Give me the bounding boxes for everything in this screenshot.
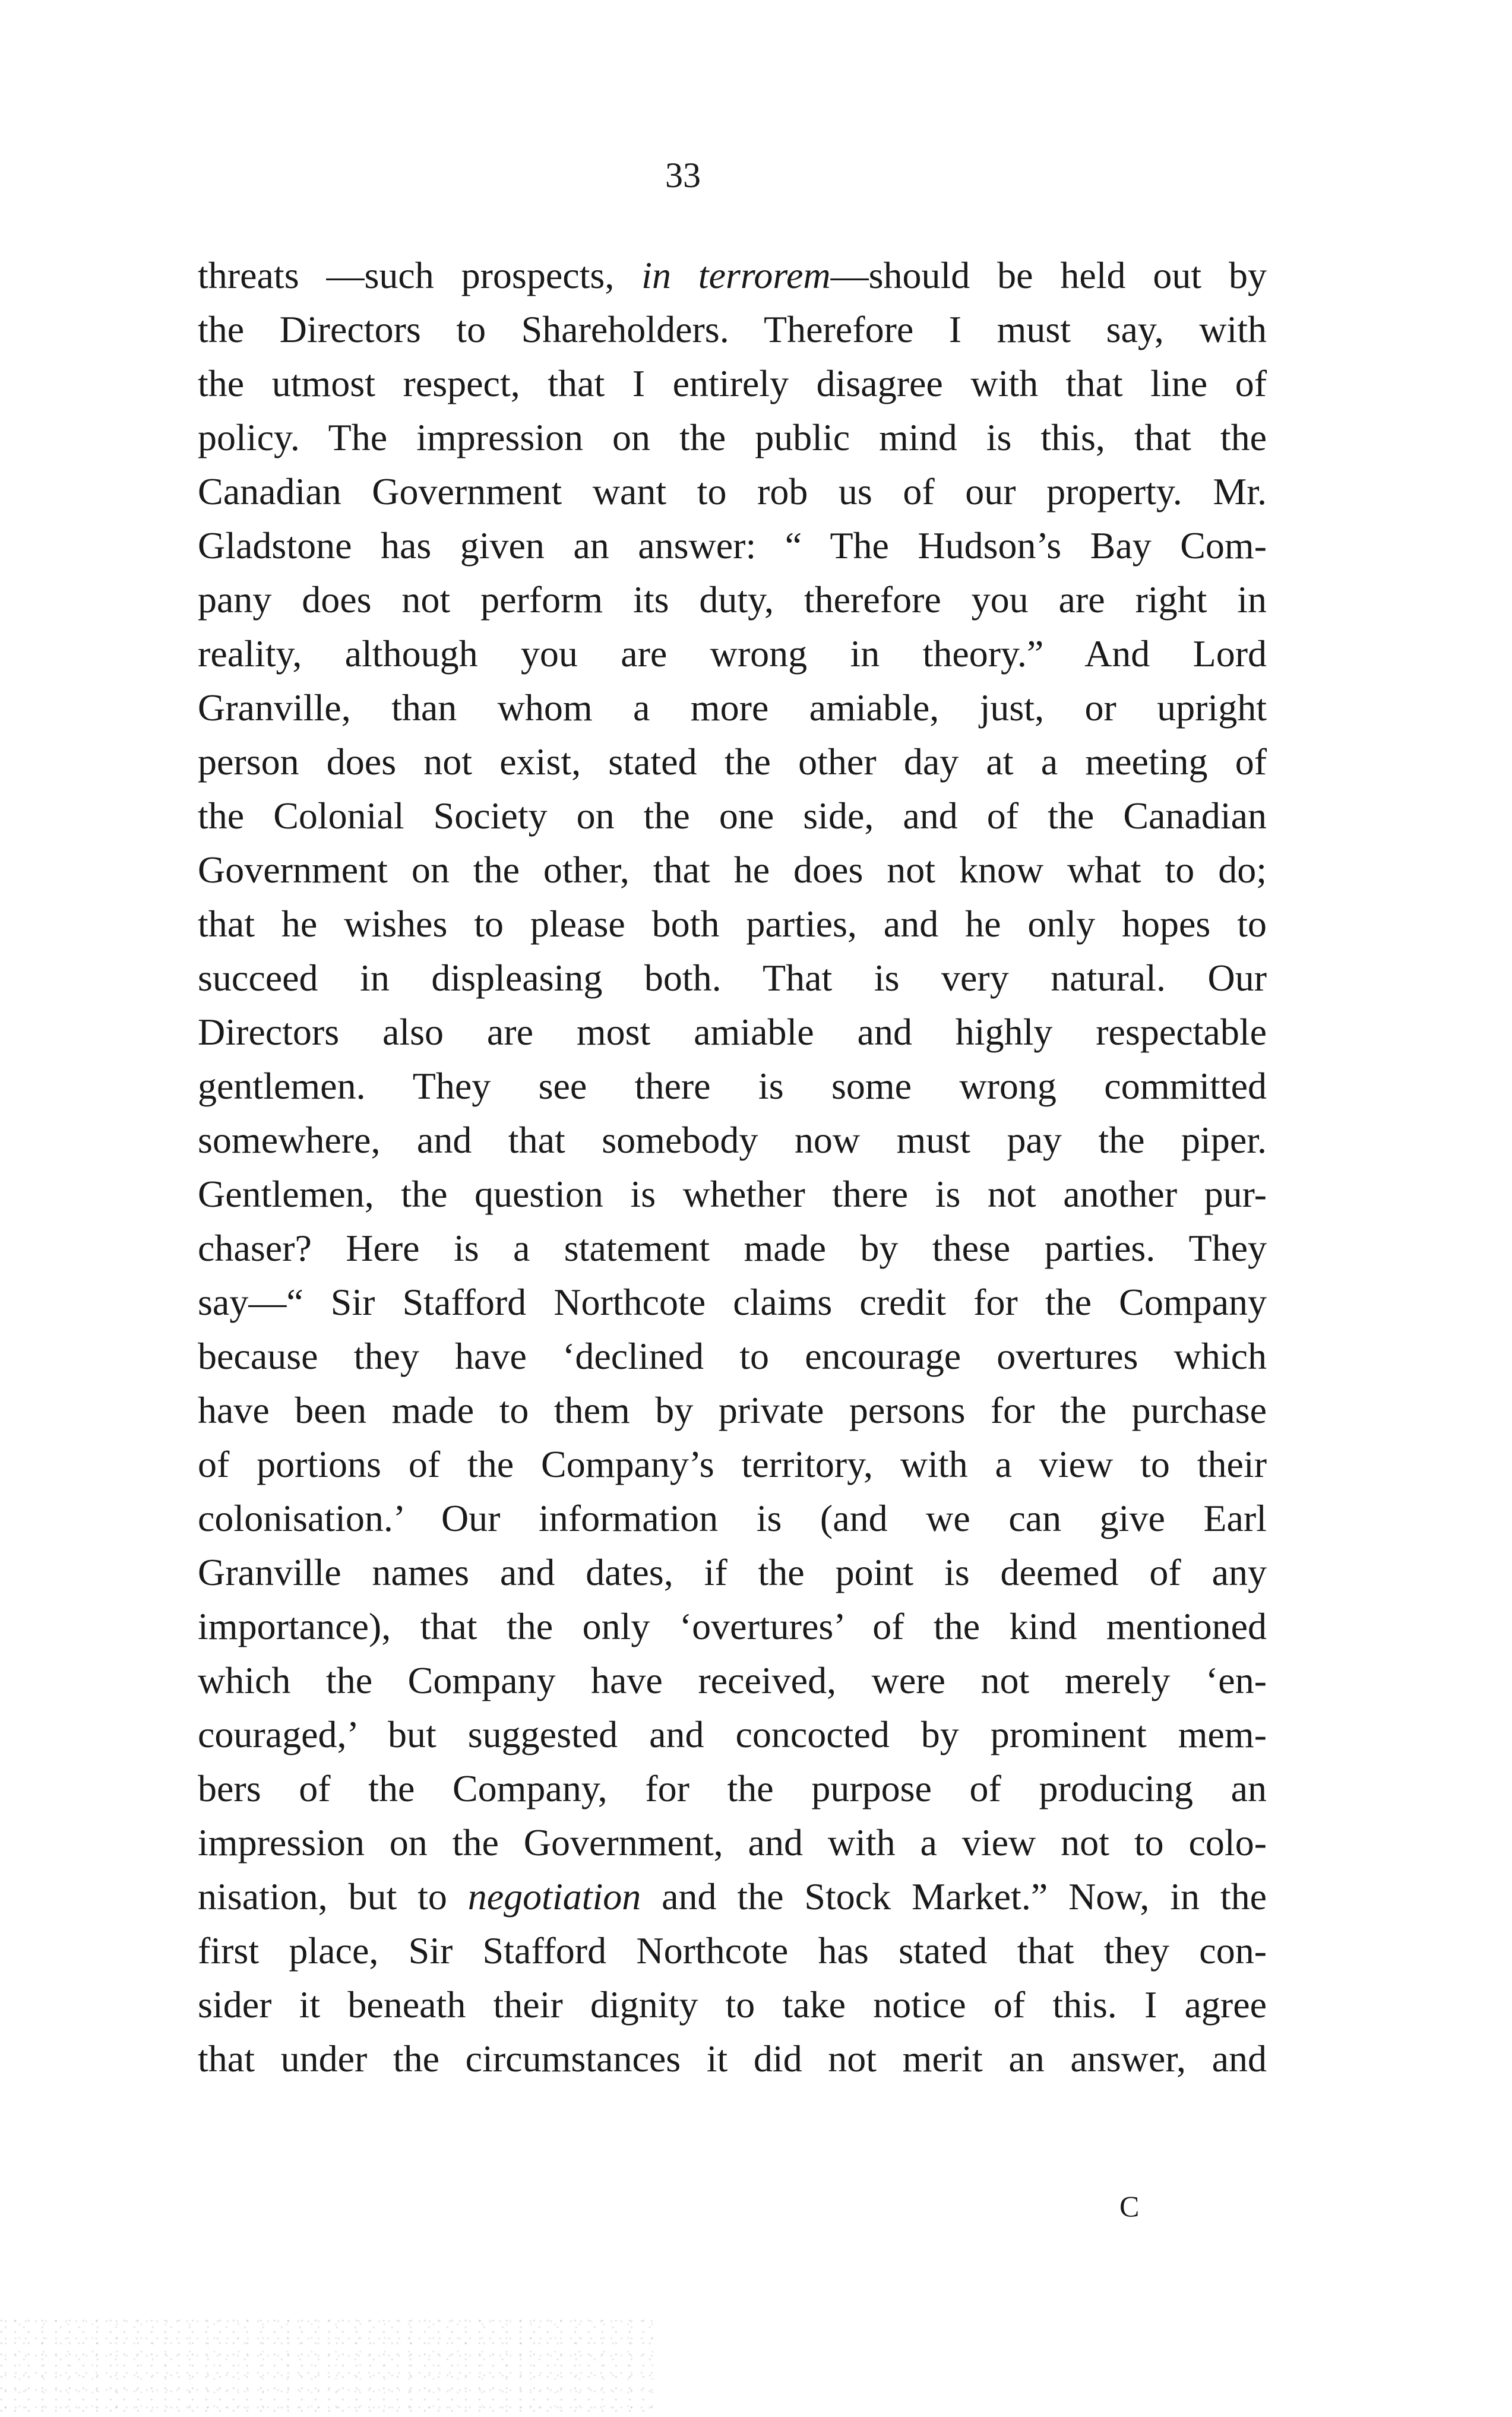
- text-line: [198, 1545, 1267, 1599]
- text-line: [198, 843, 1267, 897]
- text-line-segment: first place, Sir Stafford Northcote has stated that they con-: [198, 1929, 1267, 1972]
- text-line-segment: nisation, but to: [198, 1875, 468, 1918]
- text-line: [198, 1221, 1267, 1275]
- text-line-segment: threats —such prospects,: [198, 254, 642, 296]
- text-line-segment: couraged,’ but suggested and concocted by prominent mem-: [198, 1713, 1267, 1755]
- text-line: [198, 464, 1267, 518]
- text-line: [198, 248, 1267, 302]
- text-line-segment: policy. The impression on the public mind is this, that the: [198, 416, 1267, 458]
- text-line-segment: importance), that the only ‘overtures’ of the kind mentioned: [198, 1605, 1267, 1647]
- text-line: [198, 789, 1267, 843]
- text-line-segment: colonisation.’ Our information is (and we can give Earl: [198, 1497, 1267, 1539]
- text-line-segment: bers of the Company, for the purpose of producing an: [198, 1767, 1267, 1809]
- page-speckle-decoration: [0, 2316, 653, 2417]
- text-line: [198, 1383, 1267, 1437]
- text-line-segment: Government on the other, that he does not know what to do;: [198, 849, 1267, 891]
- text-line-segment: which the Company have received, were not merely ‘en-: [198, 1659, 1267, 1701]
- text-line: [198, 518, 1267, 572]
- text-line-segment: that he wishes to please both parties, and he only hopes to: [198, 903, 1267, 945]
- text-line: [198, 1275, 1267, 1329]
- text-line-segment: Canadian Government want to rob us of our property. Mr.: [198, 470, 1267, 512]
- text-line-segment: pany does not perform its duty, therefore you are right in: [198, 578, 1267, 621]
- text-line: [198, 302, 1267, 356]
- text-line-segment: say—“ Sir Stafford Northcote claims credit for the Company: [198, 1281, 1267, 1323]
- text-line: [198, 1437, 1267, 1491]
- text-line: [198, 572, 1267, 627]
- text-line-segment: that under the circumstances it did not merit an answer, and: [198, 2038, 1267, 2080]
- body-text: [198, 248, 1267, 2086]
- text-line-segment: Granville names and dates, if the point is deemed of any: [198, 1551, 1267, 1593]
- text-line-segment: succeed in displeasing both. That is very natural. Our: [198, 957, 1267, 999]
- text-line-segment: the utmost respect, that I entirely disagree with that line of: [198, 362, 1267, 404]
- text-line: [198, 356, 1267, 410]
- italic-phrase: negotiation: [467, 1875, 641, 1918]
- text-line-segment: sider it beneath their dignity to take notice of this. I agree: [198, 1983, 1267, 2026]
- text-line: [198, 627, 1267, 681]
- text-line: [198, 1491, 1267, 1545]
- text-line-segment: the Colonial Society on the one side, and of the Canadian: [198, 795, 1267, 837]
- text-line-segment: reality, although you are wrong in theory.” And Lord: [198, 632, 1267, 675]
- text-line-segment: somewhere, and that somebody now must pay the piper.: [198, 1119, 1267, 1161]
- text-line-segment: of portions of the Company’s territory, with a view to their: [198, 1443, 1267, 1485]
- text-line: [198, 897, 1267, 951]
- text-line: [198, 2032, 1267, 2086]
- text-line: [198, 410, 1267, 464]
- text-line: [198, 1005, 1267, 1059]
- text-line-segment: person does not exist, stated the other day at a meeting of: [198, 741, 1267, 783]
- text-line-segment: —should be held out by: [830, 254, 1267, 296]
- text-line: [198, 1329, 1267, 1383]
- text-line: [198, 681, 1267, 735]
- text-line-segment: and the Stock Market.” Now, in the: [641, 1875, 1267, 1918]
- text-line: [198, 1815, 1267, 1869]
- text-line: [198, 1113, 1267, 1167]
- text-line: [198, 1924, 1267, 1978]
- italic-phrase: in terrorem: [641, 254, 831, 296]
- page-number: 33: [665, 156, 701, 195]
- text-line: [198, 1599, 1267, 1653]
- signature-mark: C: [1119, 2190, 1140, 2223]
- text-line: [198, 1167, 1267, 1221]
- text-line-segment: impression on the Government, and with a view not to colo-: [198, 1821, 1267, 1864]
- text-line: [198, 1707, 1267, 1761]
- text-line-segment: gentlemen. They see there is some wrong committed: [198, 1065, 1267, 1107]
- text-line-segment: chaser? Here is a statement made by these parties. They: [198, 1227, 1267, 1269]
- text-line-segment: the Directors to Shareholders. Therefore I must say, with: [198, 308, 1267, 350]
- text-line: [198, 1653, 1267, 1707]
- text-line-segment: Directors also are most amiable and highly respectable: [198, 1011, 1267, 1053]
- text-line-segment: Gentlemen, the question is whether there is not another pur-: [198, 1173, 1267, 1215]
- text-line-segment: Gladstone has given an answer: “ The Hudson’s Bay Com-: [198, 524, 1267, 567]
- text-line-segment: have been made to them by private persons for the purchase: [198, 1389, 1267, 1431]
- text-line: [198, 1978, 1267, 2032]
- text-line: [198, 735, 1267, 789]
- text-line: [198, 951, 1267, 1005]
- text-line-segment: Granville, than whom a more amiable, just, or upright: [198, 686, 1267, 729]
- text-line: [198, 1869, 1267, 1924]
- text-line: [198, 1059, 1267, 1113]
- text-line-segment: because they have ‘declined to encourage overtures which: [198, 1335, 1267, 1377]
- text-line: [198, 1761, 1267, 1815]
